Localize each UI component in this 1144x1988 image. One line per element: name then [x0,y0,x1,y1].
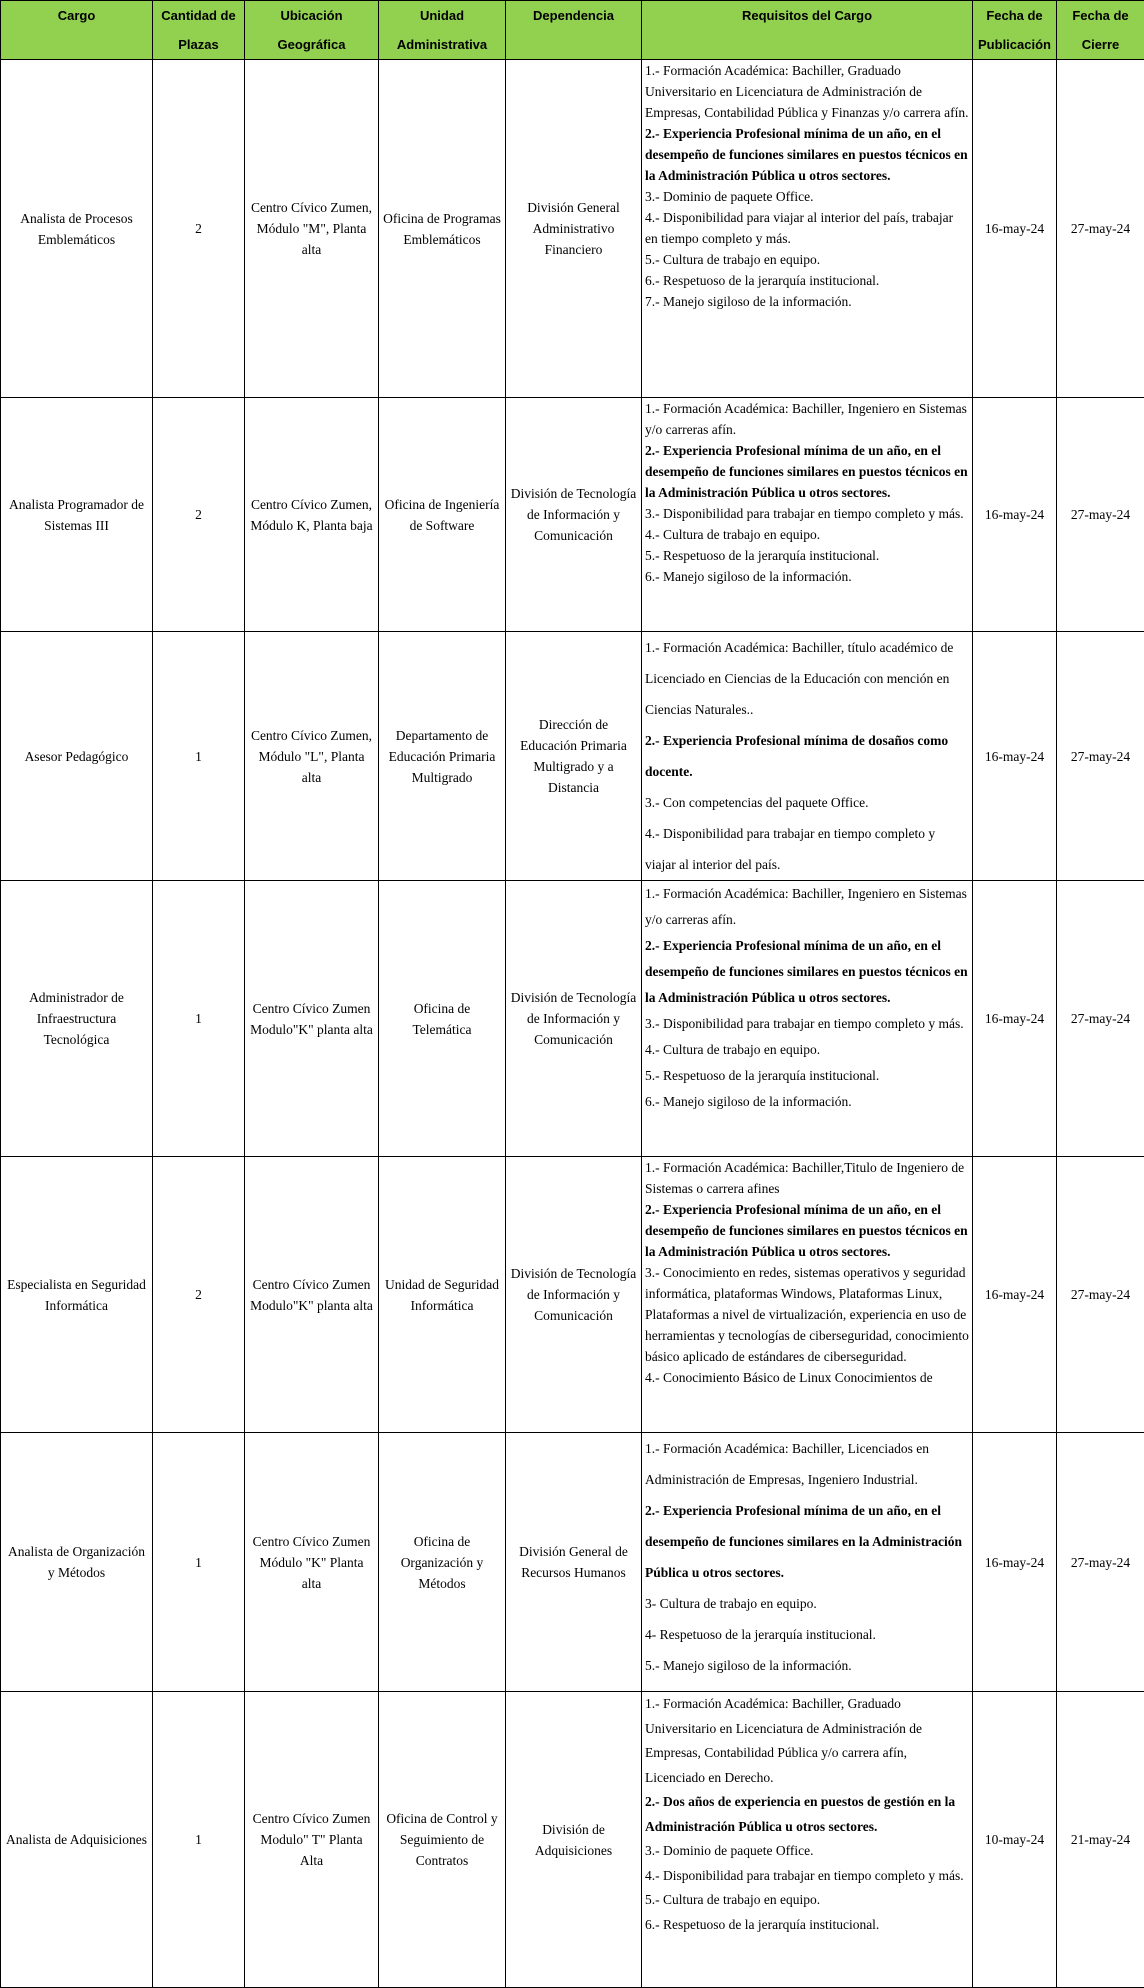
requisitos-cell [642,632,973,881]
fecha-publicacion-cell: 16-may-24 [973,1433,1057,1692]
fecha-cierre-cell: 27-may-24 [1057,1157,1144,1433]
fecha-cierre-cell: 27-may-24 [1057,60,1144,398]
fecha-cierre-cell: 27-may-24 [1057,398,1144,632]
dependencia-cell: División de Tecnología de Información y Comunicación [506,398,642,632]
table-row [1,1157,1144,1433]
header-cantidad-plazas: Cantidad de Plazas [153,1,245,60]
unidad-cell: Departamento de Educación Primaria Multigrado [379,632,506,881]
plazas-cell: 2 [153,60,245,398]
requisito-item: 3.- Dominio de paquete Office. [645,186,969,207]
requisito-item: 1.- Formación Académica: Bachiller, Ingeniero en Sistemas y/o carreras afín. [645,881,969,933]
table-row [1,1433,1144,1692]
header-ubicacion: Ubicación Geográfica [245,1,379,60]
ubicacion-cell: Centro Cívico Zumen, Módulo "L", Planta alta [245,632,379,881]
requisito-item: 7.- Manejo sigiloso de la información. [645,291,969,312]
dependencia-cell: División de Adquisiciones [506,1692,642,1988]
plazas-cell: 2 [153,1157,245,1433]
unidad-cell: Oficina de Organización y Métodos [379,1433,506,1692]
requisito-item: 3- Cultura de trabajo en equipo. [645,1588,969,1619]
requisito-item: 5.- Respetuoso de la jerarquía institucional. [645,545,969,566]
requisitos-cell [642,398,973,632]
requisito-item: 4.- Disponibilidad para trabajar en tiempo completo y más. [645,1864,969,1889]
fecha-cierre-cell: 27-may-24 [1057,1433,1144,1692]
requisito-item: 1.- Formación Académica: Bachiller, Graduado Universitario en Licenciatura de Administración de Empresas, Contabilidad Pública y/o carrera afín, Licenciado en Derecho. [645,1692,969,1790]
unidad-cell: Oficina de Programas Emblemáticos [379,60,506,398]
dependencia-cell: División General Administrativo Financiero [506,60,642,398]
table-header-row [1,1,1144,60]
requisito-item: 3.- Disponibilidad para trabajar en tiempo completo y más. [645,1011,969,1037]
plazas-cell: 1 [153,632,245,881]
requisito-item: 5.- Respetuoso de la jerarquía institucional. [645,1063,969,1089]
requisito-item: 5.- Cultura de trabajo en equipo. [645,1888,969,1913]
cargo-cell: Analista de Procesos Emblemáticos [1,60,153,398]
requisito-item: 1.- Formación Académica: Bachiller, Licenciados en Administración de Empresas, Ingeniero Industrial. [645,1433,969,1495]
dependencia-cell: División General de Recursos Humanos [506,1433,642,1692]
ubicacion-cell: Centro Cívico Zumen Módulo "K" Planta alta [245,1433,379,1692]
requisito-item: 4.- Disponibilidad para viajar al interior del país, trabajar en tiempo completo y más. [645,207,969,249]
requisito-item: 6.- Manejo sigiloso de la información. [645,566,969,587]
requisito-item: 4.- Conocimiento Básico de Linux Conocimientos de [645,1367,969,1388]
requisito-item: 4.- Cultura de trabajo en equipo. [645,1037,969,1063]
cargo-cell: Analista de Organización y Métodos [1,1433,153,1692]
table-row [1,1692,1144,1988]
cargo-cell: Administrador de Infraestructura Tecnológica [1,881,153,1157]
fecha-cierre-cell: 21-may-24 [1057,1692,1144,1988]
requisito-item: 4.- Cultura de trabajo en equipo. [645,524,969,545]
header-requisitos: Requisitos del Cargo [642,1,973,60]
cargo-cell: Especialista en Seguridad Informática [1,1157,153,1433]
ubicacion-cell: Centro Cívico Zumen Modulo"K" planta alta [245,881,379,1157]
header-fecha-publicacion: Fecha de Publicación [973,1,1057,60]
plazas-cell: 1 [153,1692,245,1988]
requisito-item: 2.- Dos años de experiencia en puestos de gestión en la Administración Pública u otros sectores. [645,1790,969,1839]
unidad-cell: Oficina de Telemática [379,881,506,1157]
unidad-cell: Oficina de Ingeniería de Software [379,398,506,632]
requisito-item: 3.- Disponibilidad para trabajar en tiempo completo y más. [645,503,969,524]
requisito-item: 2.- Experiencia Profesional mínima de dosaños como docente. [645,725,969,787]
requisitos-cell [642,881,973,1157]
fecha-publicacion-cell: 16-may-24 [973,1157,1057,1433]
fecha-cierre-cell: 27-may-24 [1057,881,1144,1157]
dependencia-cell: Dirección de Educación Primaria Multigrado y a Distancia [506,632,642,881]
requisito-item: 3.- Conocimiento en redes, sistemas operativos y seguridad informática, plataformas Windows, Plataformas Linux, Plataformas a nivel de virtualización, experiencia en uso de herramientas y tecnologías de ciberseguridad, conocimiento básico aplicado de estándares de ciberseguridad. [645,1262,969,1367]
requisitos-cell [642,1157,973,1433]
table-row [1,632,1144,881]
requisitos-cell [642,1692,973,1988]
table-row [1,398,1144,632]
requisito-item: 5.- Manejo sigiloso de la información. [645,1650,969,1681]
fecha-publicacion-cell: 16-may-24 [973,398,1057,632]
table-row [1,60,1144,398]
header-fecha-cierre: Fecha de Cierre [1057,1,1144,60]
requisito-item: 3.- Dominio de paquete Office. [645,1839,969,1864]
requisito-item: 5.- Cultura de trabajo en equipo. [645,249,969,270]
requisito-item: 6.- Respetuoso de la jerarquía institucional. [645,270,969,291]
dependencia-cell: División de Tecnología de Información y Comunicación [506,1157,642,1433]
ubicacion-cell: Centro Cívico Zumen, Módulo "M", Planta alta [245,60,379,398]
requisitos-cell [642,60,973,398]
fecha-publicacion-cell: 16-may-24 [973,60,1057,398]
requisito-item: 2.- Experiencia Profesional mínima de un año, en el desempeño de funciones similares en puestos técnicos en la Administración Pública u otros sectores. [645,1199,969,1262]
plazas-cell: 1 [153,881,245,1157]
cargo-cell: Analista Programador de Sistemas III [1,398,153,632]
plazas-cell: 1 [153,1433,245,1692]
fecha-publicacion-cell: 16-may-24 [973,881,1057,1157]
requisito-item: 3.- Con competencias del paquete Office. [645,787,969,818]
requisito-item: 1.- Formación Académica: Bachiller, título académico de Licenciado en Ciencias de la Educación con mención en Ciencias Naturales.. [645,632,969,725]
requisitos-cell [642,1433,973,1692]
requisito-item: 2.- Experiencia Profesional mínima de un año, en el desempeño de funciones similares en puestos técnicos en la Administración Pública u otros sectores. [645,933,969,1011]
unidad-cell: Unidad de Seguridad Informática [379,1157,506,1433]
cargo-cell: Analista de Adquisiciones [1,1692,153,1988]
requisito-item: 4- Respetuoso de la jerarquía institucional. [645,1619,969,1650]
ubicacion-cell: Centro Cívico Zumen Modulo" T" Planta Alta [245,1692,379,1988]
requisito-item: 2.- Experiencia Profesional mínima de un año, en el desempeño de funciones similares en la Administración Pública u otros sectores. [645,1495,969,1588]
requisito-item: 1.- Formación Académica: Bachiller,Titulo de Ingeniero de Sistemas o carrera afines [645,1157,969,1199]
header-unidad: Unidad Administrativa [379,1,506,60]
requisito-item: 1.- Formación Académica: Bachiller, Ingeniero en Sistemas y/o carreras afín. [645,398,969,440]
header-cargo: Cargo [1,1,153,60]
requisito-item: 4.- Disponibilidad para trabajar en tiempo completo y viajar al interior del país. [645,818,969,880]
dependencia-cell: División de Tecnología de Información y Comunicación [506,881,642,1157]
plazas-cell: 2 [153,398,245,632]
fecha-publicacion-cell: 16-may-24 [973,632,1057,881]
requisito-item: 1.- Formación Académica: Bachiller, Graduado Universitario en Licenciatura de Administración de Empresas, Contabilidad Pública y Finanzas y/o carrera afín. [645,60,969,123]
requisito-item: 2.- Experiencia Profesional mínima de un año, en el desempeño de funciones similares en puestos técnicos en la Administración Pública u otros sectores. [645,123,969,186]
ubicacion-cell: Centro Cívico Zumen Modulo"K" planta alta [245,1157,379,1433]
requisito-item: 2.- Experiencia Profesional mínima de un año, en el desempeño de funciones similares en puestos técnicos en la Administración Pública u otros sectores. [645,440,969,503]
header-dependencia: Dependencia [506,1,642,60]
unidad-cell: Oficina de Control y Seguimiento de Contratos [379,1692,506,1988]
fecha-cierre-cell: 27-may-24 [1057,632,1144,881]
requisito-item: 6.- Respetuoso de la jerarquía institucional. [645,1913,969,1938]
cargo-cell: Asesor Pedagógico [1,632,153,881]
table-row [1,881,1144,1157]
fecha-publicacion-cell: 10-may-24 [973,1692,1057,1988]
requisito-item: 6.- Manejo sigiloso de la información. [645,1089,969,1115]
ubicacion-cell: Centro Cívico Zumen, Módulo K, Planta baja [245,398,379,632]
